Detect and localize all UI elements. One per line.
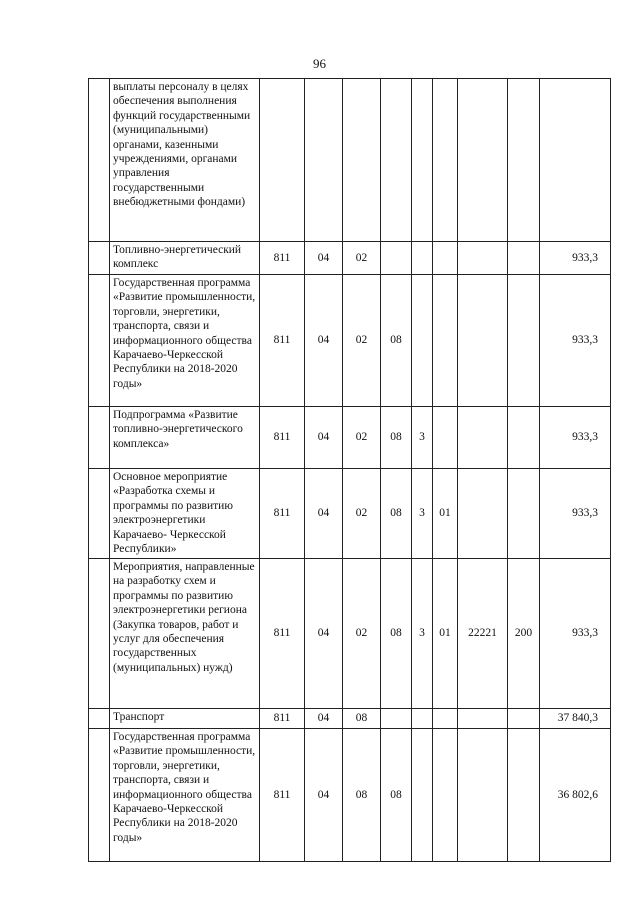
row-name: Основное мероприятие «Разработка схемы и программы по развитию электроэнергетики Карачаево- Черкесской Республики»	[110, 469, 260, 559]
cell-ved: 811	[260, 275, 305, 407]
cell-cs2	[412, 709, 433, 729]
cell-pr: 08	[343, 729, 381, 862]
cell-cs2	[412, 79, 433, 242]
cell-cs4: 22221	[458, 559, 508, 709]
cell-cs4	[458, 729, 508, 862]
cell-cs3	[433, 275, 458, 407]
row-name: Подпрограмма «Развитие топливно-энергетического комплекса»	[110, 407, 260, 469]
cell-ved: 811	[260, 559, 305, 709]
row-name: выплаты персоналу в целях обеспечения выполнения функций государственными (муниципальными) органами, казенными учреждениями, органами управления государственными внебюджетными фондами)	[110, 79, 260, 242]
cell-cs2: 3	[412, 559, 433, 709]
cell-rz: 04	[305, 469, 343, 559]
cell-cs2: 3	[412, 469, 433, 559]
cell-pr: 02	[343, 559, 381, 709]
table-row	[89, 469, 611, 559]
cell-vr	[508, 709, 540, 729]
cell-cs1	[381, 709, 412, 729]
cell-pr: 02	[343, 275, 381, 407]
cell-rz: 04	[305, 275, 343, 407]
cell-cs4	[458, 275, 508, 407]
table-row	[89, 709, 611, 729]
cell-cs1: 08	[381, 729, 412, 862]
cell-ved: 811	[260, 709, 305, 729]
blank-cell	[89, 407, 110, 469]
cell-cs3	[433, 79, 458, 242]
blank-cell	[89, 559, 110, 709]
blank-cell	[89, 709, 110, 729]
table-row	[89, 242, 611, 275]
cell-cs3: 01	[433, 559, 458, 709]
cell-ved: 811	[260, 729, 305, 862]
cell-cs3	[433, 242, 458, 275]
cell-cs1: 08	[381, 275, 412, 407]
cell-vr	[508, 242, 540, 275]
cell-cs1: 08	[381, 407, 412, 469]
blank-cell	[89, 79, 110, 242]
cell-rz: 04	[305, 559, 343, 709]
cell-sum: 933,3	[540, 407, 611, 469]
cell-cs2	[412, 729, 433, 862]
cell-vr: 200	[508, 559, 540, 709]
cell-ved: 811	[260, 407, 305, 469]
cell-cs1	[381, 79, 412, 242]
row-name: Государственная программа «Развитие промышленности, торговли, энергетики, транспорта, связи и информационного общества Карачаево-Черкесской Республики на 2018-2020 годы»	[110, 275, 260, 407]
cell-ved: 811	[260, 242, 305, 275]
cell-cs2	[412, 275, 433, 407]
cell-sum: 933,3	[540, 242, 611, 275]
cell-rz: 04	[305, 729, 343, 862]
cell-sum	[540, 79, 611, 242]
cell-rz: 04	[305, 709, 343, 729]
cell-vr	[508, 79, 540, 242]
cell-sum: 36 802,6	[540, 729, 611, 862]
table-row	[89, 407, 611, 469]
blank-cell	[89, 729, 110, 862]
blank-cell	[89, 242, 110, 275]
table-row	[89, 559, 611, 709]
cell-pr: 08	[343, 709, 381, 729]
cell-sum: 933,3	[540, 275, 611, 407]
cell-pr: 02	[343, 469, 381, 559]
cell-cs4	[458, 469, 508, 559]
cell-sum: 37 840,3	[540, 709, 611, 729]
cell-vr	[508, 469, 540, 559]
row-name: Топливно-энергетический комплекс	[110, 242, 260, 275]
cell-vr	[508, 275, 540, 407]
cell-cs1	[381, 242, 412, 275]
table-row	[89, 275, 611, 407]
cell-pr: 02	[343, 242, 381, 275]
cell-cs1: 08	[381, 559, 412, 709]
row-name: Транспорт	[110, 709, 260, 729]
cell-rz: 04	[305, 242, 343, 275]
cell-pr	[343, 79, 381, 242]
row-name: Мероприятия, направленные на разработку схем и программы по развитию электроэнергетики региона (Закупка товаров, работ и услуг для обеспечения государственных (муниципальных) нужд)	[110, 559, 260, 709]
table-row	[89, 729, 611, 862]
cell-ved	[260, 79, 305, 242]
row-name: Государственная программа «Развитие промышленности, торговли, энергетики, транспорта, связи и информационного общества Карачаево-Черкесской Республики на 2018-2020 годы»	[110, 729, 260, 862]
cell-sum: 933,3	[540, 559, 611, 709]
cell-cs4	[458, 407, 508, 469]
cell-cs4	[458, 242, 508, 275]
page-number: 96	[313, 56, 326, 71]
cell-cs3	[433, 407, 458, 469]
blank-cell	[89, 275, 110, 407]
cell-ved: 811	[260, 469, 305, 559]
budget-table	[88, 78, 611, 862]
cell-rz: 04	[305, 407, 343, 469]
cell-vr	[508, 407, 540, 469]
cell-cs1: 08	[381, 469, 412, 559]
cell-rz	[305, 79, 343, 242]
cell-cs2: 3	[412, 407, 433, 469]
table-row	[89, 79, 611, 242]
cell-vr	[508, 729, 540, 862]
cell-cs4	[458, 709, 508, 729]
cell-cs4	[458, 79, 508, 242]
cell-sum: 933,3	[540, 469, 611, 559]
cell-cs3	[433, 709, 458, 729]
blank-cell	[89, 469, 110, 559]
cell-cs3: 01	[433, 469, 458, 559]
cell-pr: 02	[343, 407, 381, 469]
cell-cs3	[433, 729, 458, 862]
cell-cs2	[412, 242, 433, 275]
